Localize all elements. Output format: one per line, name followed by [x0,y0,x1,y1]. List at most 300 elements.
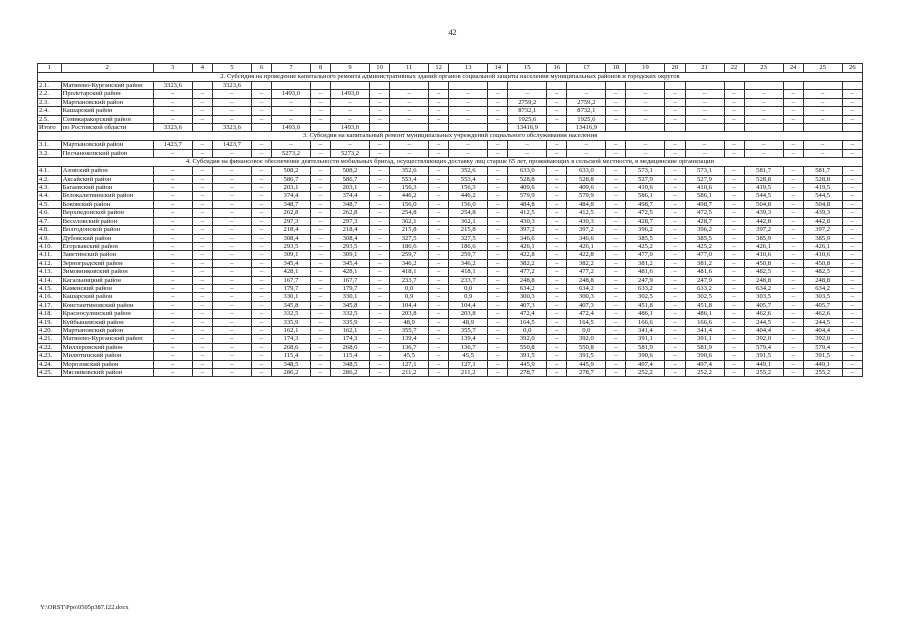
value-cell [783,82,803,90]
district-name: Семикаракорский район [61,115,153,123]
value-cell: – [310,335,330,343]
section-title-row [38,132,863,141]
value-cell: – [724,276,744,284]
value-cell: – [212,184,251,192]
value-cell: 573,1 [685,167,724,175]
value-cell: – [547,276,567,284]
value-cell: – [153,284,192,292]
value-cell: – [547,318,567,326]
value-cell: – [310,360,330,368]
row-number: 4.6. [38,209,62,217]
value-cell: 1493,0 [271,124,310,132]
table-row [38,98,863,106]
value-cell: 5273,2 [271,149,310,157]
row-number: 4.13. [38,268,62,276]
value-cell: – [310,276,330,284]
value-cell: – [606,259,626,267]
value-cell: – [212,301,251,309]
district-name: Кашарский район [61,107,153,115]
value-cell: – [665,192,685,200]
value-cell: – [547,310,567,318]
value-cell: 259,7 [390,251,429,259]
district-name: Боковский район [61,200,153,208]
value-cell: 409,6 [567,184,606,192]
value-cell: 166,6 [685,318,724,326]
value-cell: – [547,343,567,351]
table-row [38,343,863,351]
value-cell [488,82,508,90]
value-cell: 244,5 [803,318,842,326]
value-cell: – [370,360,390,368]
value-cell: – [370,326,390,334]
value-cell: – [429,192,449,200]
value-cell: 248,8 [508,276,547,284]
value-cell: 442,8 [803,217,842,225]
value-cell: 233,7 [390,276,429,284]
value-cell: 309,1 [331,251,370,259]
value-cell: 579,4 [803,343,842,351]
table-row [38,184,863,192]
value-cell: – [488,200,508,208]
value-cell: – [429,217,449,225]
value-cell: 553,4 [449,175,488,183]
value-cell: 553,4 [390,175,429,183]
value-cell: 308,4 [271,234,310,242]
value-cell: 1423,7 [212,141,251,149]
value-cell: – [251,98,271,106]
value-cell: – [842,115,862,123]
value-cell: – [429,141,449,149]
value-cell: 293,5 [331,242,370,250]
value-cell: 418,1 [390,268,429,276]
value-cell: 477,2 [567,268,606,276]
value-cell: – [310,175,330,183]
value-cell: – [547,301,567,309]
value-cell: – [665,90,685,98]
value-cell: – [488,107,508,115]
value-cell: – [370,200,390,208]
column-number: 2 [61,64,153,73]
value-cell: – [842,310,862,318]
value-cell: – [192,175,212,183]
value-cell: 397,2 [803,226,842,234]
value-cell: 430,3 [508,217,547,225]
value-cell: 1493,0 [331,90,370,98]
value-cell: – [744,90,783,98]
table-row [38,115,863,123]
value-cell: 382,2 [567,259,606,267]
value-cell: – [370,115,390,123]
value-cell: 419,5 [803,184,842,192]
value-cell: – [783,343,803,351]
value-cell: – [310,192,330,200]
value-cell: 244,5 [744,318,783,326]
value-cell: – [153,234,192,242]
value-cell: – [310,326,330,334]
page-number: 42 [448,28,457,37]
value-cell: – [783,184,803,192]
column-number: 14 [488,64,508,73]
value-cell: – [192,192,212,200]
row-number: 3.2. [38,149,62,157]
row-number: 4.21. [38,335,62,343]
value-cell: – [153,335,192,343]
column-number: 11 [390,64,429,73]
value-cell [271,82,310,90]
district-name: Морозовский район [61,360,153,368]
district-name: по Ростовской области [61,124,153,132]
value-cell: – [665,284,685,292]
value-cell: 286,2 [331,369,370,377]
value-cell: 247,9 [685,276,724,284]
row-number: 4.1. [38,167,62,175]
value-cell: 2759,2 [508,98,547,106]
value-cell: – [488,284,508,292]
value-cell: 391,5 [744,352,783,360]
value-cell: – [192,293,212,301]
value-cell: 385,5 [626,234,665,242]
value-cell: – [192,369,212,377]
value-cell: – [665,335,685,343]
value-cell: – [271,107,310,115]
value-cell: 259,7 [449,251,488,259]
value-cell: – [153,217,192,225]
value-cell: – [567,149,606,157]
value-cell: 410,6 [685,184,724,192]
value-cell: – [370,301,390,309]
value-cell: 422,8 [567,251,606,259]
value-cell: – [724,192,744,200]
value-cell: – [310,184,330,192]
value-cell: 139,4 [449,335,488,343]
value-cell: 1493,0 [271,90,310,98]
value-cell [744,82,783,90]
value-cell: 348,7 [331,200,370,208]
district-name: Константиновский район [61,301,153,309]
row-number: 4.20. [38,326,62,334]
value-cell: – [547,360,567,368]
value-cell: – [251,192,271,200]
value-cell: – [429,352,449,360]
value-cell: – [212,326,251,334]
value-cell: 156,0 [390,200,429,208]
value-cell: – [783,98,803,106]
value-cell: – [153,115,192,123]
table-row [38,124,863,132]
value-cell: – [310,226,330,234]
district-name: Веселовский район [61,217,153,225]
value-cell: – [842,226,862,234]
value-cell: – [842,369,862,377]
value-cell: 579,4 [744,343,783,351]
value-cell: – [429,209,449,217]
value-cell: – [449,107,488,115]
value-cell: 174,3 [271,335,310,343]
value-cell: – [212,259,251,267]
value-cell: 48,9 [390,318,429,326]
value-cell [429,82,449,90]
column-number: 21 [685,64,724,73]
value-cell: – [842,259,862,267]
value-cell: – [547,175,567,183]
value-cell: – [606,310,626,318]
value-cell: – [547,141,567,149]
value-cell: – [665,326,685,334]
value-cell: – [724,293,744,301]
value-cell [251,82,271,90]
value-cell: – [665,98,685,106]
value-cell: 2759,2 [567,98,606,106]
value-cell: 0,0 [567,326,606,334]
value-cell: 300,3 [567,293,606,301]
value-cell: 579,9 [508,192,547,200]
value-cell: 528,8 [744,175,783,183]
value-cell: – [192,98,212,106]
value-cell: 430,3 [567,217,606,225]
value-cell: – [192,268,212,276]
value-cell: – [665,242,685,250]
value-cell: – [310,107,330,115]
value-cell: 409,6 [508,184,547,192]
value-cell: 3323,6 [212,82,251,90]
value-cell: – [488,192,508,200]
value-cell: – [842,352,862,360]
value-cell: – [212,352,251,360]
value-cell: – [251,369,271,377]
value-cell: – [488,301,508,309]
value-cell: – [310,209,330,217]
value-cell: – [251,141,271,149]
value-cell: – [783,167,803,175]
value-cell [724,124,744,132]
value-cell: 341,4 [685,326,724,334]
section-title: 4. Субсидия на финансовое обеспечение деятельности мобильных бригад, осуществляющих доставку лиц старше 65 лет, проживающих в сельской местности, в медицинские организации [38,158,863,167]
district-name: Мартыновский район [61,326,153,334]
table-row [38,234,863,242]
district-name: Кашарский район [61,293,153,301]
value-cell: – [665,251,685,259]
value-cell: 218,4 [271,226,310,234]
value-cell: – [370,217,390,225]
value-cell: – [370,149,390,157]
value-cell: 504,8 [803,200,842,208]
value-cell: 302,5 [626,293,665,301]
row-number: 3.1. [38,141,62,149]
value-cell: – [842,98,862,106]
value-cell: 179,7 [331,284,370,292]
value-cell: – [606,352,626,360]
value-cell: 419,5 [744,184,783,192]
value-cell: – [606,335,626,343]
value-cell: 391,1 [626,335,665,343]
value-cell: – [783,335,803,343]
value-cell: – [685,98,724,106]
value-cell: – [665,369,685,377]
value-cell: – [842,200,862,208]
value-cell: – [429,115,449,123]
row-number: Итого [38,124,62,132]
value-cell: 297,3 [331,217,370,225]
value-cell: 426,1 [744,242,783,250]
value-cell: 426,1 [803,242,842,250]
value-cell: 412,5 [567,209,606,217]
value-cell: – [310,310,330,318]
value-cell: 544,5 [803,192,842,200]
value-cell [547,82,567,90]
row-number: 4.22. [38,343,62,351]
value-cell: – [251,115,271,123]
value-cell: 391,5 [508,352,547,360]
value-cell: 45,5 [390,352,429,360]
value-cell: 167,7 [331,276,370,284]
value-cell: – [192,234,212,242]
value-cell: – [547,184,567,192]
value-cell: – [606,242,626,250]
table-row [38,242,863,250]
value-cell: 579,9 [567,192,606,200]
value-cell: 203,1 [271,184,310,192]
value-cell: – [488,326,508,334]
value-cell: – [783,301,803,309]
table-row [38,369,863,377]
value-cell: – [606,209,626,217]
value-cell: – [192,149,212,157]
table-row [38,318,863,326]
value-cell: 352,6 [390,167,429,175]
district-name: Волгодонской район [61,226,153,234]
value-cell: – [783,149,803,157]
value-cell: – [547,200,567,208]
column-number: 12 [429,64,449,73]
value-cell: 390,6 [685,352,724,360]
value-cell: 586,7 [271,175,310,183]
value-cell: – [192,226,212,234]
value-cell: – [429,259,449,267]
value-cell: – [783,242,803,250]
value-cell: – [370,107,390,115]
value-cell: – [192,107,212,115]
value-cell: 385,9 [744,234,783,242]
value-cell: – [803,141,842,149]
value-cell: – [842,234,862,242]
value-cell: – [310,352,330,360]
value-cell: 13416,9 [567,124,606,132]
value-cell: 48,9 [449,318,488,326]
value-cell: 127,1 [390,360,429,368]
table-row [38,107,863,115]
value-cell: 381,2 [685,259,724,267]
value-cell: – [331,141,370,149]
value-cell: – [212,369,251,377]
value-cell: – [488,360,508,368]
value-cell: 391,1 [685,335,724,343]
value-cell: – [251,184,271,192]
table-row [38,141,863,149]
value-cell [842,82,862,90]
value-cell: 233,7 [449,276,488,284]
value-cell: – [606,107,626,115]
value-cell: – [724,352,744,360]
value-cell: 439,3 [803,209,842,217]
value-cell: – [212,209,251,217]
row-number: 4.5. [38,200,62,208]
value-cell: – [429,301,449,309]
column-number: 16 [547,64,567,73]
value-cell: – [192,209,212,217]
value-cell: 451,8 [626,301,665,309]
value-cell [547,124,567,132]
value-cell: 410,6 [744,251,783,259]
value-cell: – [547,226,567,234]
value-cell: 484,8 [567,200,606,208]
value-cell: – [429,107,449,115]
value-cell: – [370,242,390,250]
value-cell: – [449,90,488,98]
column-number: 15 [508,64,547,73]
value-cell: – [842,343,862,351]
value-cell [390,124,429,132]
value-cell: – [251,226,271,234]
value-cell: – [724,209,744,217]
row-number: 4.12. [38,259,62,267]
value-cell: 8732,1 [567,107,606,115]
value-cell: – [310,268,330,276]
value-cell: 482,5 [803,268,842,276]
value-cell: – [488,167,508,175]
value-cell: 426,1 [567,242,606,250]
value-cell: – [212,234,251,242]
value-cell [626,82,665,90]
value-cell: 634,2 [744,284,783,292]
value-cell: 634,2 [803,284,842,292]
value-cell: – [153,352,192,360]
table-row [38,217,863,225]
table-row [38,209,863,217]
value-cell: – [606,284,626,292]
value-cell: 428,1 [331,268,370,276]
value-cell: – [212,251,251,259]
value-cell: 330,1 [331,293,370,301]
value-cell: 397,2 [744,226,783,234]
value-cell: – [842,141,862,149]
value-cell: 445,9 [567,360,606,368]
value-cell [606,124,626,132]
value-cell [508,82,547,90]
value-cell: 508,2 [271,167,310,175]
value-cell: – [251,284,271,292]
value-cell: – [310,293,330,301]
value-cell: 348,5 [331,360,370,368]
value-cell: 504,8 [744,200,783,208]
value-cell: – [724,284,744,292]
value-cell: 162,1 [271,326,310,334]
value-cell: – [212,242,251,250]
value-cell: – [842,209,862,217]
value-cell: – [783,326,803,334]
value-cell: 345,4 [271,259,310,267]
value-cell: – [251,234,271,242]
value-cell: – [251,167,271,175]
value-cell: 278,7 [567,369,606,377]
value-cell: – [665,259,685,267]
value-cell: – [429,369,449,377]
value-cell: – [783,284,803,292]
value-cell: – [429,343,449,351]
row-number: 4.24. [38,360,62,368]
value-cell: 0,0 [449,284,488,292]
value-cell: 255,2 [803,369,842,377]
value-cell: 1423,7 [153,141,192,149]
